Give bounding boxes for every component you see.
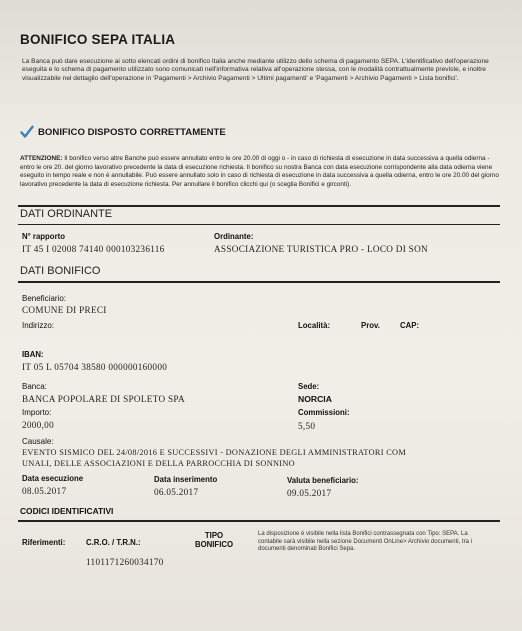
prov-label: Prov. bbox=[361, 321, 380, 330]
section-divider bbox=[18, 224, 500, 225]
valuta-label: Valuta beneficiario: bbox=[287, 476, 359, 485]
valuta-value: 09.05.2017 bbox=[287, 488, 332, 498]
checkmark-icon bbox=[20, 125, 34, 139]
banca-value: BANCA POPOLARE DI SPOLETO SPA bbox=[22, 394, 185, 404]
causale-line-2: UNALI, DELLE ASSOCIAZIONI E DELLA PARROCCHIA DI SONNINO bbox=[22, 459, 295, 468]
data-inserimento-label: Data inserimento bbox=[154, 475, 218, 484]
iban-value: IT 05 L 05704 38580 000000160000 bbox=[22, 362, 168, 372]
ordinante-label: Ordinante: bbox=[214, 232, 254, 241]
importo-value: 2000,00 bbox=[22, 420, 54, 430]
success-text: BONIFICO DISPOSTO CORRETTAMENTE bbox=[38, 126, 226, 138]
iban-label: IBAN: bbox=[22, 350, 44, 359]
tipo-bonifico-label: TIPO BONIFICO bbox=[194, 531, 234, 549]
attention-text: Il bonifico verso altre Banche può essere annullato entro le ore 20.00 di oggi o - in caso di richiesta di esecuzione in data successiva a quella odierna - entro le ore 20. del giorno lavorativo precedente la data di esecuzione richiesta. Il bonifico su nostra Banca con data esecuzione corrispondente alla data odierna viene eseguito in tempo reale e non è annullabile. Può essere annullato solo in caso di richiesta di esecuzione in data successiva a quella odierna, entro le ore 20.00 del giorno lavorativo precedente la data di esecuzione richiesta. Per annullare il bonifico clicchi qui (o sceglia Bonifici e girconti). bbox=[20, 155, 499, 188]
rapporto-value: IT 45 I 02008 74140 000103236116 bbox=[22, 244, 165, 254]
attention-title: ATTENZIONE: bbox=[20, 155, 63, 162]
sede-label: Sede: bbox=[298, 382, 320, 391]
cro-value: 1101171260034170 bbox=[86, 557, 164, 567]
causale-label: Causale: bbox=[22, 437, 54, 446]
commissioni-label: Commissioni: bbox=[298, 408, 350, 417]
section-title-bonifico: DATI BONIFICO bbox=[20, 265, 101, 277]
intro-paragraph: La Banca può dare esecuzione ai sotto elencati ordini di bonifico Italia anche mediante utilizzo dello schema di pagamento SEPA. L'identificativo dell'operazione eseguita e lo schema di pagamento utilizzato sono comunicati nell'informativa relativa all'operazione stessa, con le modalità contrattualmente previste, e inoltre visualizzabile nel dettaglio dell'operazione in 'Pagamenti > Archivio Pagamenti > Ultimi pagamenti' e 'Pagamenti > Archivio Pagamenti > Lista bonifici'. bbox=[22, 58, 489, 82]
section-divider bbox=[18, 520, 500, 522]
ordinante-value: ASSOCIAZIONE TURISTICA PRO - LOCO DI SON bbox=[214, 244, 428, 254]
importo-label: Importo: bbox=[22, 408, 52, 417]
data-inserimento-value: 06.05.2017 bbox=[154, 487, 199, 497]
visibility-note: La disposizione è visibile nella lista Bonifici contrassegnata con Tipo: SEPA. La contabile sarà visibile nella sezione Documenti OnLine> Archivio documenti, tra i documenti denominati Bonifici Sepa. bbox=[258, 531, 472, 553]
data-esecuzione-value: 08.05.2017 bbox=[22, 486, 67, 496]
localita-label: Località: bbox=[298, 321, 331, 330]
cap-label: CAP: bbox=[400, 321, 420, 330]
banca-label: Banca: bbox=[22, 382, 47, 391]
rapporto-label: N° rapporto bbox=[22, 232, 65, 241]
indirizzo-label: Indirizzo: bbox=[22, 321, 55, 330]
cro-label: C.R.O. / T.R.N.: bbox=[86, 538, 141, 547]
section-title-ordinante: DATI ORDINANTE bbox=[20, 208, 113, 220]
page-title: BONIFICO SEPA ITALIA bbox=[20, 32, 176, 47]
section-divider bbox=[18, 205, 500, 207]
beneficiario-label: Beneficiario: bbox=[22, 294, 67, 303]
success-message bbox=[20, 125, 226, 139]
riferimenti-label: Riferimenti: bbox=[22, 538, 66, 547]
commissioni-value: 5,50 bbox=[298, 421, 316, 431]
section-title-codici: CODICI IDENTIFICATIVI bbox=[20, 506, 114, 516]
attention-notice bbox=[20, 155, 502, 189]
beneficiario-value: COMUNE DI PRECI bbox=[22, 305, 107, 315]
data-esecuzione-label: Data esecuzione bbox=[22, 474, 84, 483]
section-divider bbox=[18, 281, 500, 283]
sede-value: NORCIA bbox=[298, 394, 332, 404]
causale-line-1: EVENTO SISMICO DEL 24/08/2016 E SUCCESSIVI - DONAZIONE DEGLI AMMINISTRATORI COM bbox=[22, 448, 407, 457]
